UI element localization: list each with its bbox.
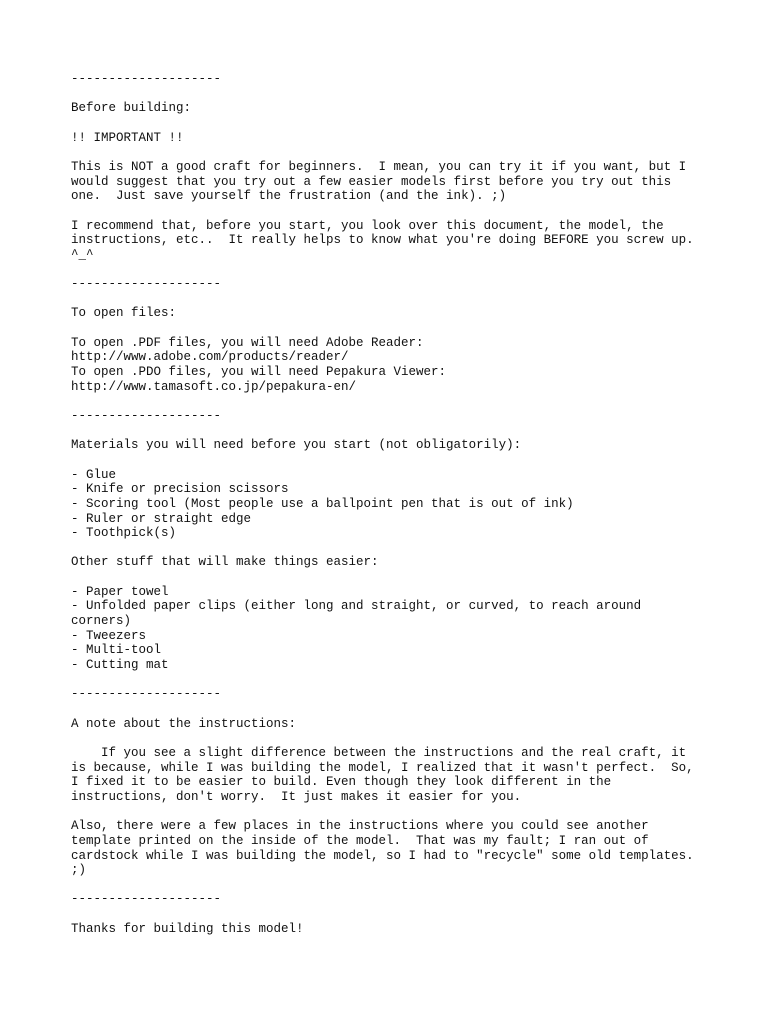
document-line [71, 87, 731, 102]
document-line: - Glue [71, 467, 117, 482]
document-line: ;) [71, 863, 87, 878]
document-line: -------------------- [71, 687, 222, 702]
document-line: corners) [71, 614, 132, 629]
document-line [71, 805, 731, 820]
document-line: ^_^ [71, 247, 94, 262]
document-line [71, 321, 731, 336]
document-line: - Tweezers [71, 628, 147, 643]
document-line: Also, there were a few places in the instructions where you could see another [71, 819, 649, 834]
document-line: - Multi-tool [71, 643, 162, 658]
document-line: http://www.adobe.com/products/reader/ [71, 350, 349, 365]
document-line: -------------------- [71, 72, 222, 86]
document-line: To open files: [71, 306, 177, 321]
document-line: - Ruler or straight edge [71, 511, 252, 526]
document-line: I fixed it to be easier to build. Even though they look different in the [71, 775, 612, 790]
document-line: - Scoring tool (Most people use a ballpoint pen that is out of ink) [71, 496, 574, 511]
document-line: -------------------- [71, 277, 222, 292]
document-line: If you see a slight difference between the instructions and the real craft, it [71, 745, 687, 760]
text-document-page [71, 72, 731, 936]
document-line: is because, while I was building the model, I realized that it wasn't perfect. So, [71, 760, 694, 775]
document-line: !! IMPORTANT !! [71, 130, 184, 145]
document-line: - Toothpick(s) [71, 526, 177, 541]
document-line: To open .PDO files, you will need Pepakura Viewer: [71, 365, 447, 380]
document-line: I recommend that, before you start, you look over this document, the model, the [71, 218, 664, 233]
document-line [71, 262, 731, 277]
document-line [71, 204, 731, 219]
document-line: -------------------- [71, 892, 222, 907]
document-line [71, 702, 731, 717]
document-line: http://www.tamasoft.co.jp/pepakura-en/ [71, 379, 357, 394]
document-line [71, 731, 731, 746]
document-line: - Knife or precision scissors [71, 482, 289, 497]
document-line: cardstock while I was building the model, so I had to "recycle" some old templates. [71, 848, 694, 863]
document-line [71, 116, 731, 131]
document-line: - Cutting mat [71, 658, 169, 673]
document-line: To open .PDF files, you will need Adobe Reader: [71, 335, 424, 350]
document-line [71, 673, 731, 688]
document-line: A note about the instructions: [71, 716, 297, 731]
document-line [71, 541, 731, 556]
document-line [71, 878, 731, 893]
document-line [71, 907, 731, 922]
document-line: - Unfolded paper clips (either long and straight, or curved, to reach around [71, 599, 642, 614]
document-line: Before building: [71, 101, 192, 116]
document-line: one. Just save yourself the frustration (and the ink). ;) [71, 189, 507, 204]
document-line [71, 570, 731, 585]
document-line: - Paper towel [71, 584, 169, 599]
document-line: template printed on the inside of the model. That was my fault; I ran out of [71, 833, 649, 848]
document-line: -------------------- [71, 408, 222, 423]
document-line: instructions, etc.. It really helps to know what you're doing BEFORE you screw up. [71, 233, 694, 248]
document-line [71, 292, 731, 307]
document-line [71, 145, 731, 160]
document-line: would suggest that you try out a few easier models first before you try out this [71, 174, 672, 189]
document-line: Other stuff that will make things easier: [71, 555, 379, 570]
document-line [71, 394, 731, 409]
document-line [71, 424, 731, 439]
document-line [71, 453, 731, 468]
document-line: Thanks for building this model! [71, 921, 304, 936]
document-line: instructions, don't worry. It just makes it easier for you. [71, 789, 522, 804]
document-line: Materials you will need before you start (not obligatorily): [71, 438, 522, 453]
document-line: This is NOT a good craft for beginners. I mean, you can try it if you want, but I [71, 159, 687, 174]
